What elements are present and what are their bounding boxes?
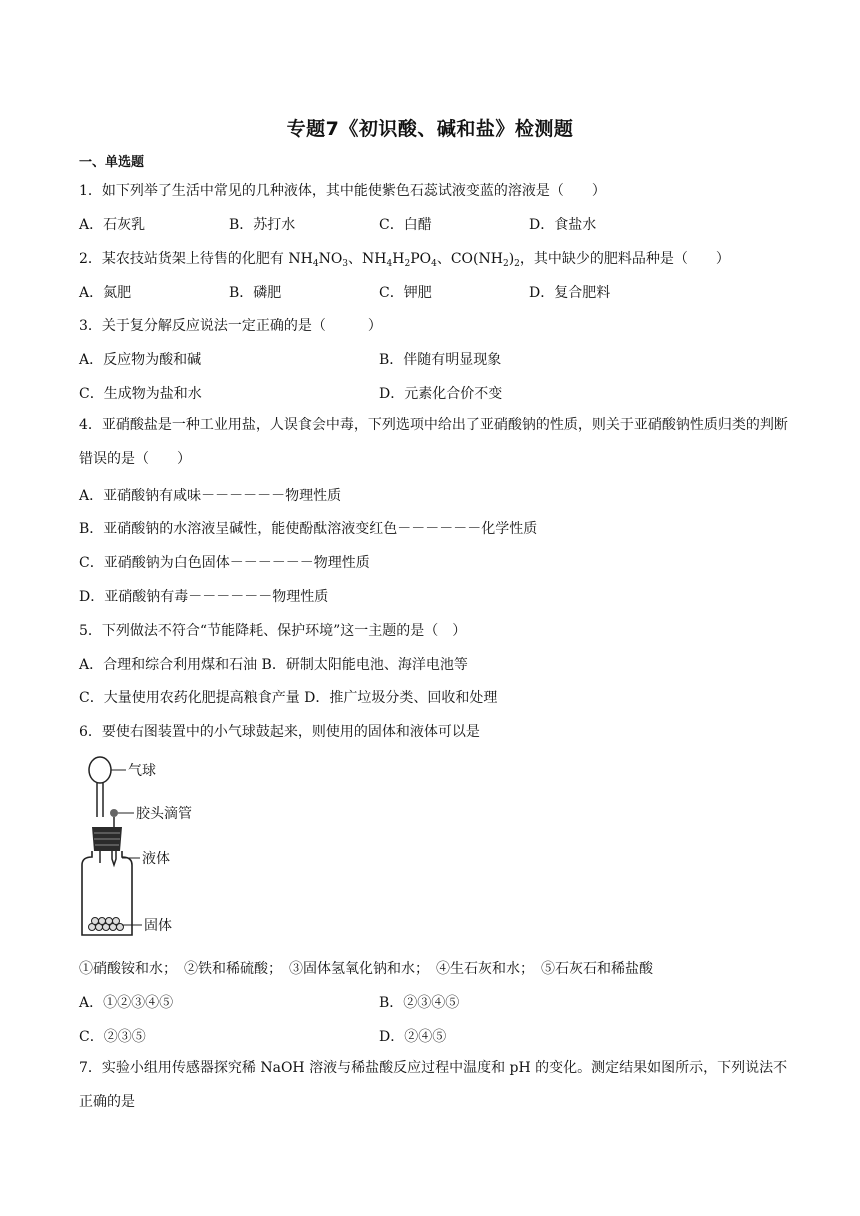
- label-dropper: 胶头滴管: [136, 806, 192, 822]
- label-balloon: 气球: [128, 763, 156, 779]
- label-solid: 固体: [144, 918, 172, 934]
- q4-option-b: B．亚硝酸钠的水溶液呈碱性，能使酚酞溶液变红色－－－－－－化学性质: [79, 521, 538, 537]
- q3-option-b: B．伴随有明显现象: [379, 352, 502, 368]
- q2-option-c: C．钾肥: [379, 285, 432, 301]
- q3-option-d: D．元素化合价不变: [379, 386, 503, 402]
- balloon-shape: [89, 757, 111, 783]
- chem-text: PO: [410, 251, 432, 267]
- q2-option-d: D．复合肥料: [529, 285, 611, 301]
- solid-granules: [89, 918, 124, 931]
- q3-option-a: A．反应物为酸和碱: [79, 352, 202, 368]
- chem-subscript: 4: [312, 259, 319, 269]
- chem-subscript: 2: [514, 259, 520, 269]
- chem-text: 、CO(NH: [436, 251, 503, 267]
- q1-option-b: B．苏打水: [229, 217, 296, 233]
- apparatus-diagram: [78, 755, 228, 945]
- page-title: 专题7《初识酸、碱和盐》检测题: [286, 118, 574, 140]
- dropper-bulb: [110, 809, 118, 817]
- label-liquid: 液体: [142, 851, 170, 867]
- chem-text: ): [508, 251, 515, 267]
- q1-option-c: C．白醋: [379, 217, 432, 233]
- q1-option-a: A．石灰乳: [79, 217, 146, 233]
- question-7-stem: 7．实验小组用传感器探究稀 NaOH 溶液与稀盐酸反应过程中温度和 pH 的变化。测定结果如图所示，下列说法不正确的是: [79, 1060, 788, 1110]
- q6-option-c: C．②③⑤: [79, 1029, 146, 1045]
- q4-option-a: A．亚硝酸钠有咸味－－－－－－物理性质: [79, 488, 342, 504]
- q5-options-ab: A．合理和综合利用煤和石油 B．研制太阳能电池、海洋电池等: [79, 657, 468, 673]
- q2-stem-post: ，其中缺少的肥料品种是（ ）: [519, 251, 730, 267]
- q2-option-a: A．氮肥: [79, 285, 132, 301]
- section-heading: 一、单选题: [79, 155, 145, 170]
- question-1-stem: 1．如下列举了生活中常见的几种液体，其中能使紫色石蕊试液变蓝的溶液是（ ）: [79, 183, 606, 199]
- q6-choices: ①硝酸铵和水； ②铁和稀硫酸； ③固体氢氧化钠和水； ④生石灰和水； ⑤石灰石和稀盐酸: [79, 961, 653, 977]
- q2-stem-pre: 2．某农技站货架上待售的化肥有: [79, 251, 289, 267]
- chem-subscript: 2: [404, 259, 411, 269]
- q4-option-d: D．亚硝酸钠有毒－－－－－－物理性质: [79, 589, 329, 605]
- chem-text: H: [392, 251, 405, 267]
- chem-text: NO: [318, 251, 343, 267]
- chem-text: 、NH: [348, 251, 387, 267]
- q3-option-c: C．生成物为盐和水: [79, 386, 202, 402]
- chem-text: NH: [288, 251, 313, 267]
- q6-option-b: B．②③④⑤: [379, 995, 460, 1011]
- question-5-stem: 5．下列做法不符合“节能降耗、保护环境”这一主题的是（ ）: [79, 623, 467, 639]
- chem-subscript: 4: [386, 259, 393, 269]
- q5-options-cd: C．大量使用农药化肥提高粮食产量 D．推广垃圾分类、回收和处理: [79, 690, 498, 706]
- q6-option-a: A．①②③④⑤: [79, 995, 174, 1011]
- chem-subscript: 4: [431, 259, 437, 269]
- chem-subscript: 2: [502, 259, 509, 269]
- q6-option-d: D．②④⑤: [379, 1029, 447, 1045]
- question-2-stem: [79, 248, 730, 268]
- question-3-stem: 3．关于复分解反应说法一定正确的是（ ）: [79, 318, 382, 334]
- q4-option-c: C．亚硝酸钠为白色固体－－－－－－物理性质: [79, 555, 370, 571]
- chem-subscript: 3: [342, 259, 349, 269]
- question-6-stem: 6．要使右图装置中的小气球鼓起来，则使用的固体和液体可以是: [79, 724, 480, 740]
- q1-option-d: D．食盐水: [529, 217, 597, 233]
- q2-option-b: B．磷肥: [229, 285, 282, 301]
- question-4-stem: 4．亚硝酸盐是一种工业用盐，人误食会中毒，下列选项中给出了亚硝酸钠的性质，则关于亚硝酸钠性质归类的判断错误的是（ ）: [79, 417, 788, 467]
